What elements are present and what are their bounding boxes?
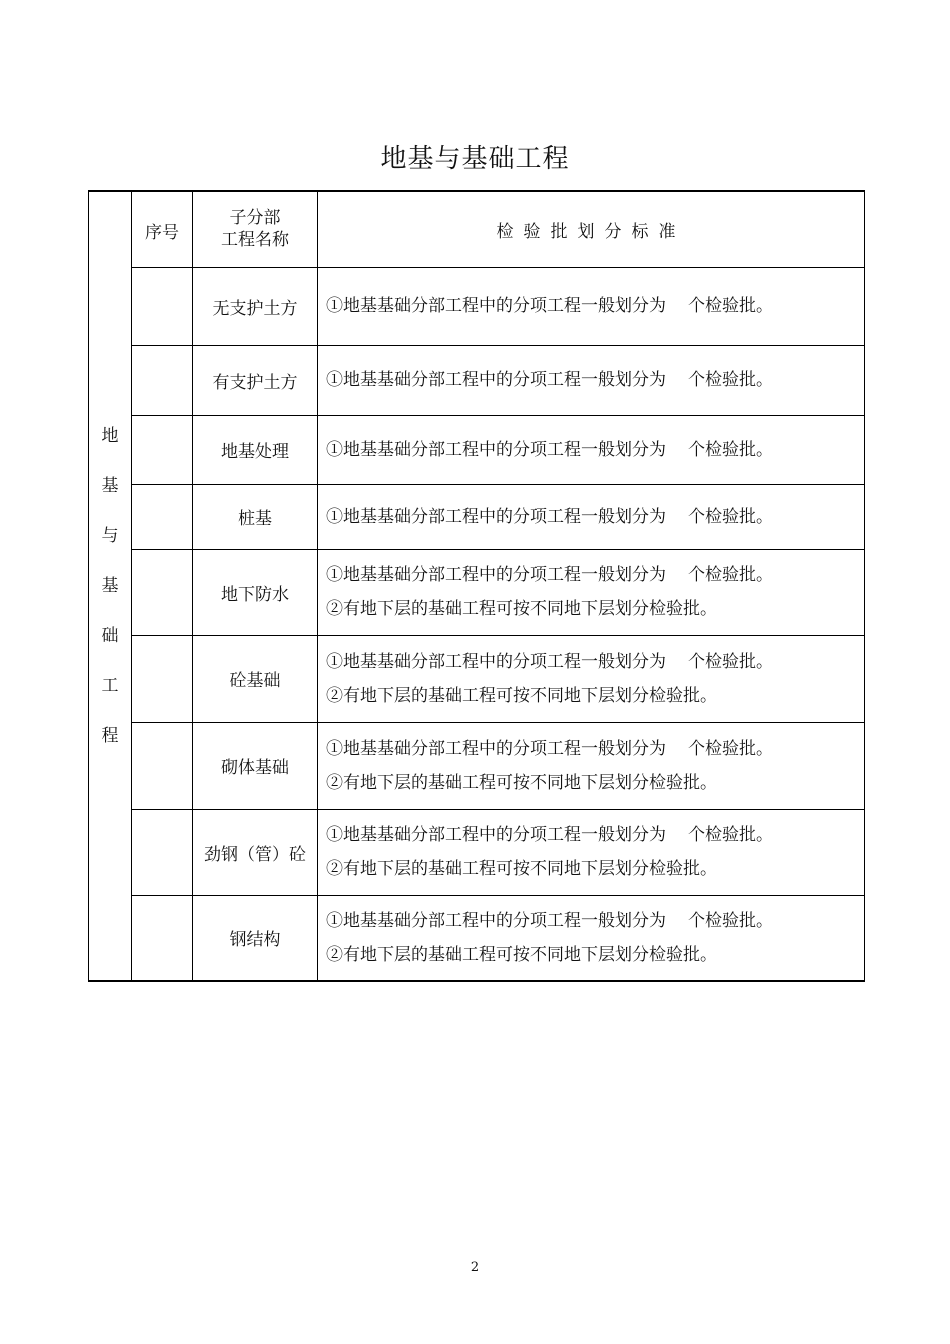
header-standard: 检验批划分标准 bbox=[318, 191, 865, 267]
subproject-name: 有支护土方 bbox=[193, 345, 318, 415]
seq-cell bbox=[132, 635, 193, 722]
standard-cell: ①地基基础分部工程中的分项工程一般划分为 个检验批。 bbox=[318, 267, 865, 345]
group-label: 地 基 与 基 础 工 程 bbox=[101, 426, 119, 746]
seq-cell bbox=[132, 549, 193, 635]
table-row bbox=[89, 267, 865, 345]
table-row bbox=[89, 484, 865, 549]
seq-cell bbox=[132, 809, 193, 895]
table-row bbox=[89, 415, 865, 484]
group-label-cell bbox=[89, 191, 132, 981]
standard-cell: ①地基基础分部工程中的分项工程一般划分为 个检验批。 ②有地下层的基础工程可按不同地下层划分检验批。 bbox=[318, 895, 865, 981]
subproject-name: 地下防水 bbox=[193, 549, 318, 635]
page-title: 地基与基础工程 bbox=[380, 144, 570, 174]
subproject-name: 砌体基础 bbox=[193, 722, 318, 809]
standard-cell: ①地基基础分部工程中的分项工程一般划分为 个检验批。 bbox=[318, 484, 865, 549]
subproject-name: 桩基 bbox=[193, 484, 318, 549]
subproject-name: 砼基础 bbox=[193, 635, 318, 722]
subproject-name: 钢结构 bbox=[193, 895, 318, 981]
header-row bbox=[89, 191, 865, 267]
standard-cell: ①地基基础分部工程中的分项工程一般划分为 个检验批。 ②有地下层的基础工程可按不同地下层划分检验批。 bbox=[318, 549, 865, 635]
table-row bbox=[89, 549, 865, 635]
seq-cell bbox=[132, 267, 193, 345]
seq-cell bbox=[132, 345, 193, 415]
table-row bbox=[89, 345, 865, 415]
subproject-name: 地基处理 bbox=[193, 415, 318, 484]
header-name: 子分部 工程名称 bbox=[193, 191, 318, 267]
seq-cell bbox=[132, 722, 193, 809]
table-row bbox=[89, 895, 865, 981]
subproject-name: 劲钢（管）砼 bbox=[193, 809, 318, 895]
subproject-name: 无支护土方 bbox=[193, 267, 318, 345]
seq-cell bbox=[132, 484, 193, 549]
standard-cell: ①地基基础分部工程中的分项工程一般划分为 个检验批。 bbox=[318, 415, 865, 484]
table-row bbox=[89, 722, 865, 809]
standard-cell: ①地基基础分部工程中的分项工程一般划分为 个检验批。 ②有地下层的基础工程可按不同地下层划分检验批。 bbox=[318, 722, 865, 809]
seq-cell bbox=[132, 895, 193, 981]
header-seq: 序号 bbox=[132, 191, 193, 267]
page-number: 2 bbox=[470, 1260, 480, 1275]
table-row bbox=[89, 809, 865, 895]
standard-cell: ①地基基础分部工程中的分项工程一般划分为 个检验批。 bbox=[318, 345, 865, 415]
seq-cell bbox=[132, 415, 193, 484]
table-row bbox=[89, 635, 865, 722]
inspection-lot-table bbox=[88, 190, 865, 982]
standard-cell: ①地基基础分部工程中的分项工程一般划分为 个检验批。 ②有地下层的基础工程可按不同地下层划分检验批。 bbox=[318, 809, 865, 895]
standard-cell: ①地基基础分部工程中的分项工程一般划分为 个检验批。 ②有地下层的基础工程可按不同地下层划分检验批。 bbox=[318, 635, 865, 722]
